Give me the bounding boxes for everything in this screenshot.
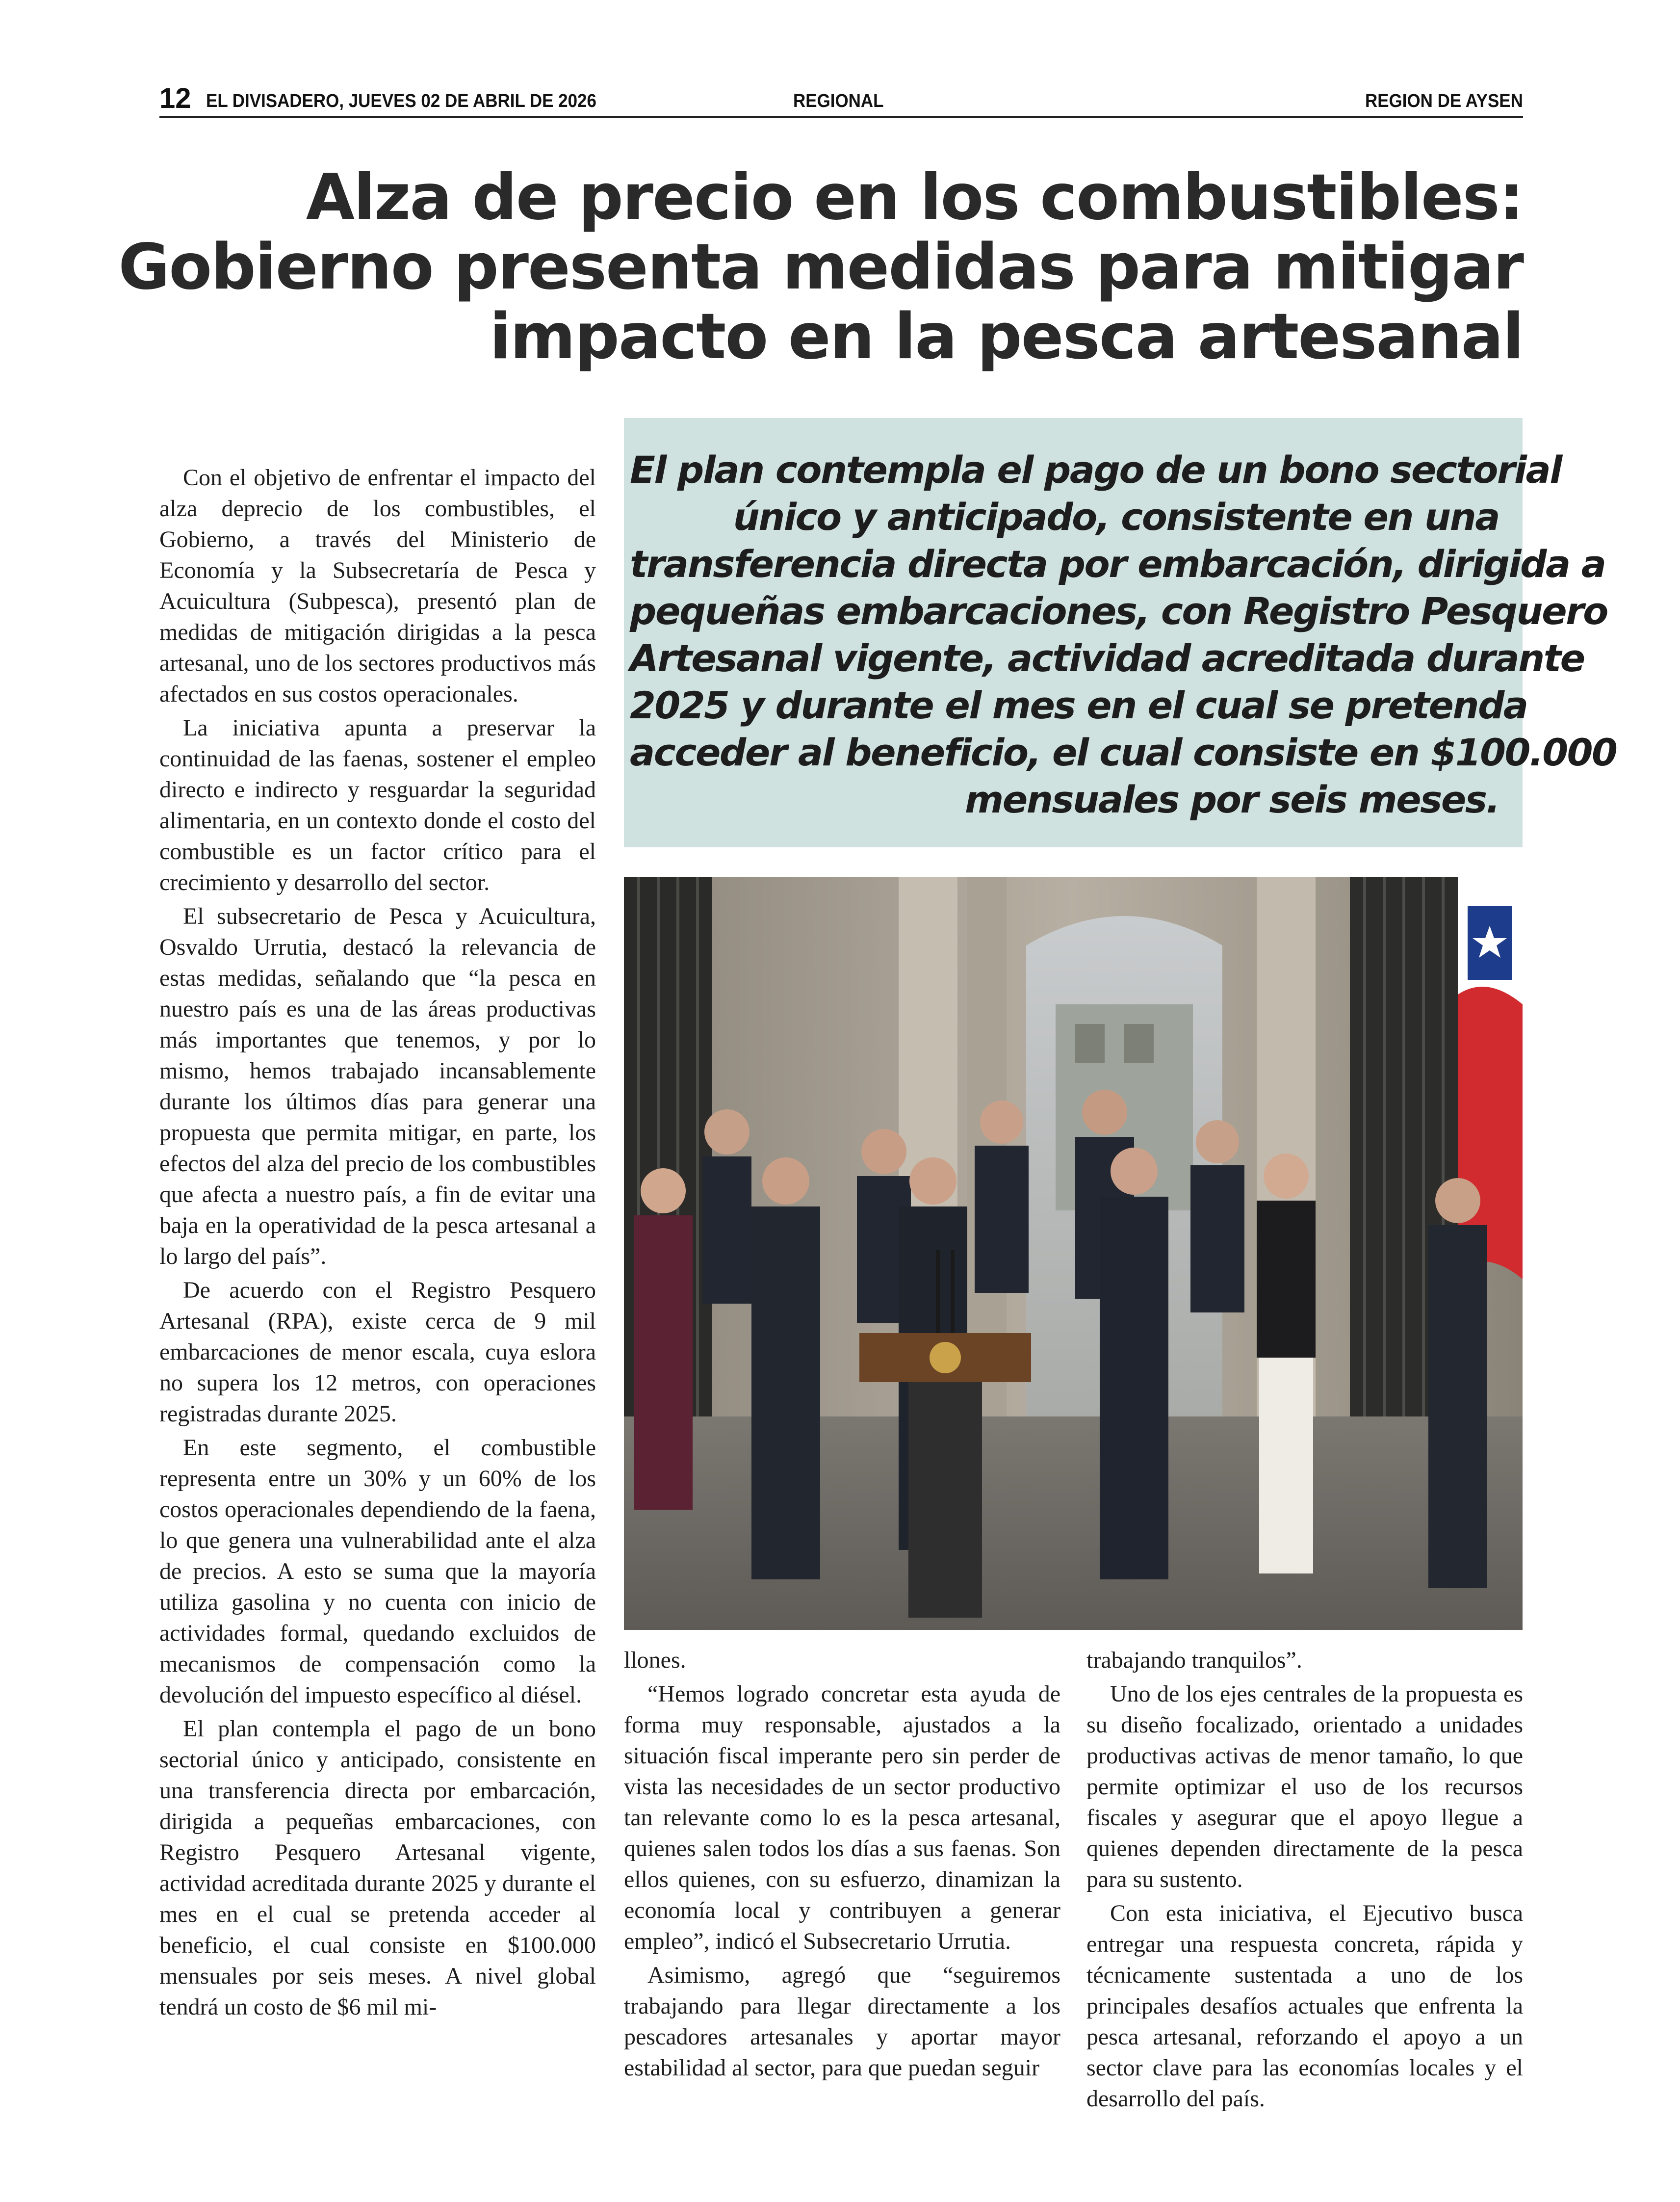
body-paragraph: “Hemos logrado concretar esta ayuda de forma muy responsable, ajustados a la situación fiscal imperante pero sin perder de vista las necesidades de un sector productivo tan relevante como lo es la pesca artesanal, quienes salen todos los días a sus faenas. Son ellos quienes, con su esfuerzo, dinamizan la economía local y contribuyen a generar empleo”, indicó el Subsecretario Urrutia.: [624, 1681, 1060, 1954]
pull-quote-box: [624, 418, 1617, 847]
body-paragraph: En este segmento, el combustible representa entre un 30% y un 60% de los costos operacionales dependiendo de la faena, lo que genera una vulnerabilidad ante el alza de precios. A esto se suma que la mayoría utiliza gasolina y no cuenta con inicio de actividades formal, quedando excluidos de mecanismos de compensación como la devolución del impuesto específico al diésel.: [159, 1435, 596, 1708]
body-paragraph: De acuerdo con el Registro Pesquero Artesanal (RPA), existe cerca de 9 mil embarcaciones de menor escala, cuya eslora no supera los 12 metros, con operaciones registradas durante 2025.: [159, 1277, 596, 1427]
region-label: REGION DE AYSEN: [1365, 91, 1523, 111]
pull-quote-line: El plan contempla el pago de un bono sectorial: [630, 448, 1561, 492]
body-paragraph: Uno de los ejes centrales de la propuesta es su diseño focalizado, orientado a unidades productivas activas de menor tamaño, lo que permite optimizar el uso de los recursos fiscales y asegurar que el apoyo llegue a quienes dependen directamente de la pesca para su sustento.: [1086, 1681, 1523, 1892]
body-paragraph: Con el objetivo de enfrentar el impacto del alza deprecio de los combustibles, el Gobierno, a través del Ministerio de Economía y la Subsecretaría de Pesca y Acuicultura (Subpesca), presentó plan de medidas de mitigación dirigidas a la pesca artesanal, uno de los sectores productivos más afectados en sus costos operacionales.: [159, 465, 596, 707]
pull-quote-line: Artesanal vigente, actividad acreditada durante: [630, 636, 1584, 680]
headline: [101, 163, 1523, 372]
body-column-2: [624, 1645, 1060, 2140]
body-paragraph: trabajando tranquilos”.: [1086, 1647, 1302, 1673]
page-number: 12: [159, 82, 191, 114]
pull-quote-line: transferencia directa por embarcación, dirigida a: [630, 542, 1605, 586]
body-paragraph: llones.: [624, 1647, 686, 1673]
pull-quote-text: [630, 446, 1617, 823]
body-paragraph: Asimismo, agregó que “seguiremos trabajando para llegar directamente a los pescadores artesanales y aportar mayor estabilidad al sector, para que puedan seguir: [624, 1962, 1060, 2081]
pull-quote-line: mensuales por seis meses.: [965, 778, 1499, 821]
pull-quote-line: único y anticipado, consistente en una: [733, 495, 1499, 539]
body-column-3: [1086, 1645, 1523, 2140]
section-label: REGIONAL: [793, 91, 884, 111]
press-conference-photo: [624, 877, 1523, 1630]
page-header: [159, 82, 1523, 118]
pull-quote-line: pequeñas embarcaciones, con Registro Pesquero: [630, 589, 1607, 633]
body-paragraph: El subsecretario de Pesca y Acuicultura, Osvaldo Urrutia, destacó la relevancia de estas medidas, señalando que “la pesca en nuestro país es una de las áreas productivas más importantes que tenemos, y por lo mismo, hemos trabajado incansablemente durante los últimos días para generar una propuesta que permita mitigar, en parte, los efectos del alza del precio de los combustibles que afecta a nuestro país, a fin de evitar una baja en la operatividad de la pesca artesanal a lo largo del país”.: [159, 903, 596, 1269]
body-column-1: [159, 462, 596, 2140]
headline-line: impacto en la pesca artesanal: [490, 300, 1523, 373]
headline-line: Alza de precio en los combustibles:: [306, 161, 1523, 234]
body-paragraph: La iniciativa apunta a preservar la continuidad de las faenas, sostener el empleo directo e indirecto y resguardar la seguridad alimentaria, en un contexto donde el costo del combustible es un factor crítico para el crecimiento y desarrollo del sector.: [159, 715, 596, 895]
pull-quote-line: 2025 y durante el mes en el cual se pretenda: [630, 683, 1527, 727]
body-paragraph: El plan contempla el pago de un bono sectorial único y anticipado, consistente en una transferencia directa por embarcación, dirigida a pequeñas embarcaciones, con Registro Pesquero Artesanal vigente, actividad acreditada durante 2025 y durante el mes en el cual se pretenda acceder al beneficio, el cual consiste en $100.000 mensuales por seis meses. A nivel global tendrá un costo de $6 mil mi-: [159, 1716, 596, 2020]
body-paragraph: Con esta iniciativa, el Ejecutivo busca entregar una respuesta concreta, rápida y técnicamente sustentada a uno de los principales desafíos actuales que enfrenta la pesca artesanal, reforzando el apoyo a un sector clave para las economías locales y el desarrollo del país.: [1086, 1900, 1523, 2112]
headline-line: Gobierno presenta medidas para mitigar: [118, 231, 1523, 304]
publication-dateline: EL DIVISADERO, JUEVES 02 DE ABRIL DE 2026: [206, 91, 596, 111]
pull-quote-line: acceder al beneficio, el cual consiste en $100.000: [630, 731, 1617, 774]
